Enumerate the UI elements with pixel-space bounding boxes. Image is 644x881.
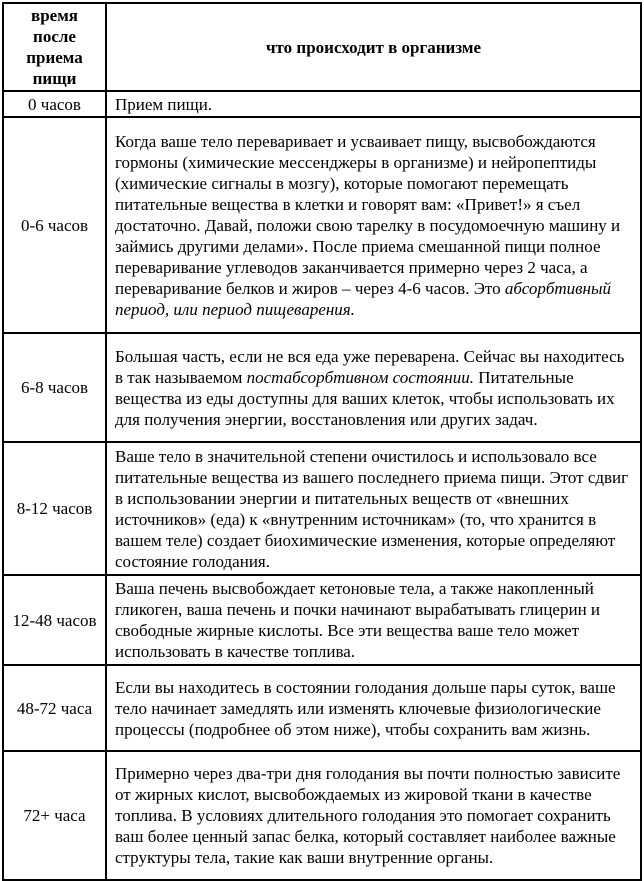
description-cell <box>106 442 641 575</box>
time-cell: 8-12 часов <box>3 442 106 575</box>
description-segment: Прием пищи. <box>115 94 213 114</box>
time-cell: 48-72 часа <box>3 665 106 751</box>
description-cell <box>106 751 641 880</box>
description-cell <box>106 117 641 333</box>
description-cell <box>106 333 641 442</box>
table-header-row <box>3 3 641 91</box>
description-segment: Ваша печень высвобождает кетоновые тела, а также накопленный гликоген, ваша печень и почки начинают вырабатывать глицерин и свободные жирные кислоты. Все эти вещества ваше тело может использовать в качестве топлива. <box>115 579 601 661</box>
table-row <box>3 575 641 665</box>
fasting-timeline-table <box>2 2 642 881</box>
header-body-column: что происходит в организме <box>106 3 641 91</box>
time-cell: 12-48 часов <box>3 575 106 665</box>
table-row <box>3 333 641 442</box>
time-cell: 6-8 часов <box>3 333 106 442</box>
description-segment: Большая часть, если не вся еда уже переварена. Сейчас вы находитесь в так называемом <box>115 346 625 387</box>
description-segment: постабсорбтивном состоянии. <box>246 367 474 387</box>
time-cell: 0-6 часов <box>3 117 106 333</box>
time-cell: 0 часов <box>3 91 106 117</box>
description-segment: Когда ваше тело переваривает и усваивает пищу, высвобождаются гормоны (химические мессенджеры в организме) и нейропептиды (химические сигналы в мозгу), которые помогают перемещать питательные вещества в клетки и говорят вам: «Привет!» я съел достаточно. Давай, положи свою тарелку в посудомоечную машину и займись другими делами». После приема смешанной пищи полное переваривание углеводов заканчивается примерно через 2 часа, а переваривание белков и жиров – через 4-6 часов. Это <box>115 131 621 298</box>
table-row <box>3 665 641 751</box>
header-time-column: время после приема пищи <box>3 3 106 91</box>
description-segment: Примерно через два-три дня голодания вы почти полностью зависите от жирных кислот, высвобождаемых из жировой ткани в качестве топлива. В условиях длительного голодания это помогает сохранить ваш более ценный запас белка, который составляет наиболее важные структуры тела, такие как ваши внутренние органы. <box>115 764 621 867</box>
description-segment: абсорбтивный период, или период пищеварения. <box>115 278 611 319</box>
description-segment: Ваше тело в значительной степени очистилось и использовало все питательные вещества из вашего последнего приема пищи. Этот сдвиг в использовании энергии и питательных веществ от «внешних источников» (еда) к «внутренним источникам» (то, что хранится в вашем теле) создает биохимические изменения, которые определяют состояние голодания. <box>115 446 629 571</box>
description-segment: Если вы находитесь в состоянии голодания дольше пары суток, ваше тело начинает замедлять или изменять ключевые физиологические процессы (подробнее об этом ниже), чтобы сохранить вам жизнь. <box>115 677 616 739</box>
time-cell: 72+ часа <box>3 751 106 880</box>
description-cell <box>106 575 641 665</box>
description-cell <box>106 91 641 117</box>
description-segment: Питательные вещества из еды доступны для ваших клеток, чтобы использовать их для получения энергии, восстановления или других задач. <box>115 367 615 429</box>
table-body <box>3 91 641 880</box>
table-row <box>3 751 641 880</box>
table-row <box>3 442 641 575</box>
description-cell <box>106 665 641 751</box>
table-row <box>3 91 641 117</box>
table-row <box>3 117 641 333</box>
